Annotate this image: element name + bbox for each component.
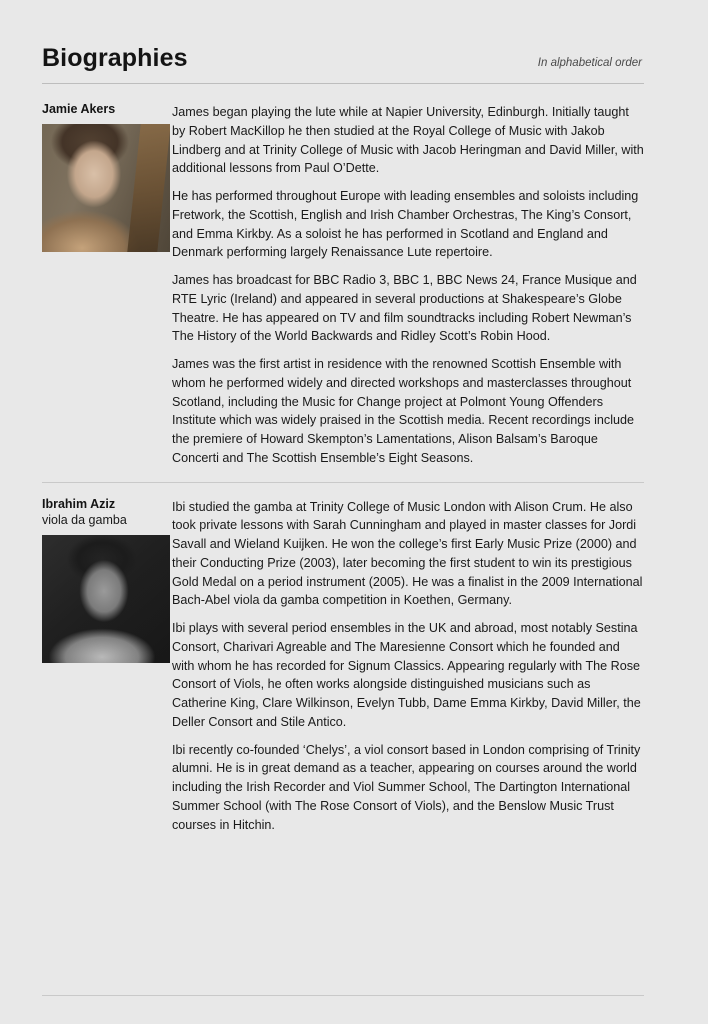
portrait-ibrahim-aziz (42, 535, 170, 663)
biography-text (172, 497, 644, 835)
biography-name: Jamie Akers (42, 102, 116, 116)
biography-left-column (42, 102, 172, 252)
biography-entry-ibrahim-aziz (42, 482, 644, 849)
biography-paragraph: James was the first artist in residence with the renowned Scottish Ensemble with whom he performed widely and directed workshops and masterclasses throughout Scotland, including the Music for Change project at Polmont Young Offenders Institute which was widely praised in the Scottish media. Recent recordings include the premiere of Howard Skempton’s Lamentations, Alison Balsam’s Baroque Concerti and The Scottish Ensemble’s Eight Seasons. (172, 357, 635, 465)
header-note: In alphabetical order (537, 57, 642, 69)
page-title: Biographies (42, 44, 188, 72)
biography-paragraph: Ibi recently co-founded ‘Chelys’, a viol consort based in London comprising of Trinity alumni. He is in great demand as a teacher, appearing on courses around the world including the Irish Recorder and Viol Summer School, The Dartington International Summer School (with The Rose Consort of Viols), and the Benslow Music Trust courses in Hitchin. (172, 742, 641, 832)
biography-paragraph: Ibi studied the gamba at Trinity College of Music London with Alison Crum. He also took private lessons with Sarah Cunningham and played in master classes for Jordi Savall and Wieland Kuijken. He won the college’s first Early Music Prize (2000) and their Conducting Prize (2003), later becoming the first student to win its prestigious Gold Medal on a period instrument (2005). He was a finalist in the 2009 International Bach-Abel viola da gamba competition in Koethen, Germany. (172, 499, 643, 608)
biography-paragraph: Ibi plays with several period ensembles in the UK and abroad, most notably Sestina Consort, Charivari Agreable and The Maresienne Consort which he founded and with whom he has recorded for Signum Classics. Appearing regularly with The Rose Consort of Viols, he often works alongside distinguished musicians such as Catherine King, Clare Wilkinson, Evelyn Tubb, Dame Emma Kirkby, David Miller, the Deller Consort and Stile Antico. (172, 621, 641, 729)
footer-divider (42, 995, 644, 996)
biography-name: Ibrahim Aziz (42, 496, 116, 511)
biography-paragraph: James began playing the lute while at Napier University, Edinburgh. Initially taught by Robert MacKillop he then studied at the Royal College of Music with Jakob Lindberg and at Trinity College of Music with Jacob Heringman and David Miller, with additional lessons from Paul O’Dette. (172, 105, 644, 176)
biography-role: viola da gamba (42, 513, 127, 528)
page-header (42, 44, 644, 84)
biography-entry-jamie-akers (42, 102, 644, 482)
biography-text (172, 102, 644, 468)
biography-paragraph: James has broadcast for BBC Radio 3, BBC 1, BBC News 24, France Musique and RTE Lyric (Ireland) and appeared in several productions at Shakespeare’s Globe Theatre. He has appeared on TV and film soundtracks including Robert Newman’s The History of the World Backwards and Ridley Scott’s Robin Hood. (172, 273, 637, 344)
biography-paragraph: He has performed throughout Europe with leading ensembles and soloists including Fretwork, the Scottish, English and Irish Chamber Orchestras, The King’s Consort, and Emma Kirkby. As a soloist he has performed in Scotland and England and Denmark performing largely Renaissance Lute repertoire. (172, 189, 639, 260)
portrait-jamie-akers (42, 124, 170, 252)
biography-left-column (42, 497, 172, 663)
